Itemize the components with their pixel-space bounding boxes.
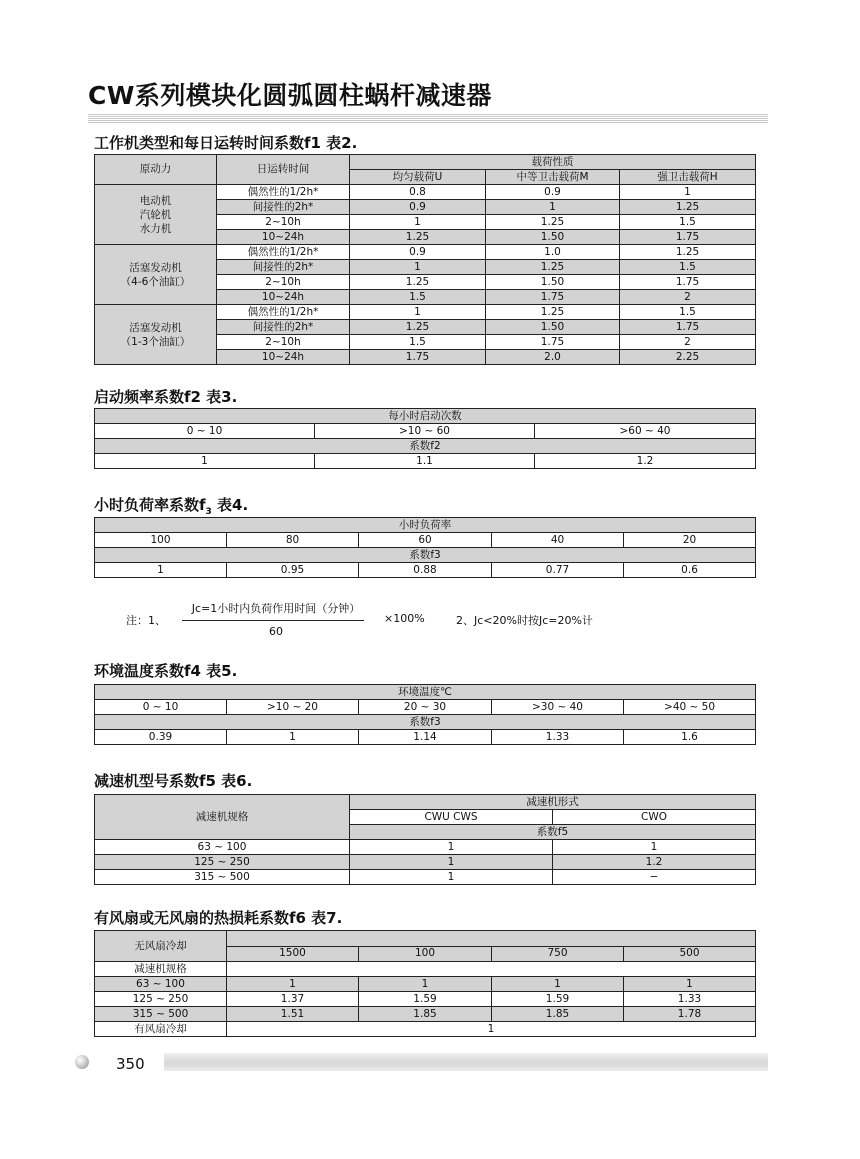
group-label-piston-4-6: 活塞发动机 （4-6个油缸） xyxy=(95,245,217,305)
header-speed-group xyxy=(227,931,756,947)
table-cell: 1.33 xyxy=(492,730,624,745)
header-reducer-spec: 减速机规格 xyxy=(95,795,350,840)
table-cell: 偶然性的1/2h* xyxy=(217,245,350,260)
table-cell: 1.59 xyxy=(492,992,624,1007)
row-label-fan-cooling: 有风扇冷却 xyxy=(95,1022,227,1037)
table-cell: 1.25 xyxy=(486,215,620,230)
table-cell: 1.50 xyxy=(486,320,620,335)
table-cell: 2~10h xyxy=(217,215,350,230)
header-coefficient-f2: 系数f2 xyxy=(95,439,756,454)
header-daily-hours: 日运转时间 xyxy=(217,155,350,185)
table-cell: >10 ~ 20 xyxy=(227,700,359,715)
header-speed-col: 100 xyxy=(359,946,492,962)
table-cell: 1 xyxy=(553,840,756,855)
table-cell: 60 xyxy=(359,533,492,548)
table-cell: 1 xyxy=(227,730,359,745)
load-rate-note xyxy=(126,600,686,640)
table-cell: 1.75 xyxy=(486,335,620,350)
table-cell: 1.37 xyxy=(227,992,359,1007)
table-cell: 0.9 xyxy=(350,200,486,215)
table-cell: 2 xyxy=(620,290,756,305)
table-cell: 63 ~ 100 xyxy=(95,840,350,855)
table-cell: 1.2 xyxy=(535,454,756,469)
table-cell: 1.75 xyxy=(620,230,756,245)
table-cell: 偶然性的1/2h* xyxy=(217,185,350,200)
header-uniform-load: 均匀载荷U xyxy=(350,170,486,185)
table-cell: >60 ~ 40 xyxy=(535,424,756,439)
table-cell: 40 xyxy=(492,533,624,548)
table-cell: 0 ~ 10 xyxy=(95,700,227,715)
table-cell: 1.25 xyxy=(350,230,486,245)
table-cell: 0.77 xyxy=(492,563,624,578)
table-cell: 1.5 xyxy=(620,305,756,320)
table-cell: 1 xyxy=(227,977,359,992)
note-formula-numerator: Jc=1小时内负荷作用时间（分钟） xyxy=(191,602,361,615)
table7-fan-heat-loss-factor xyxy=(94,930,756,1037)
table-cell: 1 xyxy=(95,454,315,469)
table-cell: 1.59 xyxy=(359,992,492,1007)
table-cell: 10~24h xyxy=(217,290,350,305)
header-coefficient: 系数f3 xyxy=(95,715,756,730)
table2-caption: 工作机类型和每日运转时间系数f1 表2. xyxy=(94,134,358,152)
header-load-type: 载荷性质 xyxy=(350,155,756,170)
table-cell: 1.14 xyxy=(359,730,492,745)
table-cell: 1 xyxy=(350,215,486,230)
header-hourly-load-rate: 小时负荷率 xyxy=(95,518,756,533)
table-cell: >40 ~ 50 xyxy=(624,700,756,715)
table-cell: 1.25 xyxy=(486,305,620,320)
table-cell: >10 ~ 60 xyxy=(315,424,535,439)
table-cell: 1.25 xyxy=(350,275,486,290)
table-cell: 1.5 xyxy=(620,260,756,275)
header-power-source: 原动力 xyxy=(95,155,217,185)
table-cell: 1.75 xyxy=(486,290,620,305)
table-cell: 20 xyxy=(624,533,756,548)
table-cell: 2.25 xyxy=(620,350,756,365)
table-cell: 125 ~ 250 xyxy=(95,855,350,870)
table-cell: 10~24h xyxy=(217,230,350,245)
table-cell-empty xyxy=(227,962,756,977)
table-cell: 1 xyxy=(350,840,553,855)
table-cell: 0.9 xyxy=(350,245,486,260)
table-cell: 2 xyxy=(620,335,756,350)
table-cell: 1 xyxy=(486,200,620,215)
table-cell: 10~24h xyxy=(217,350,350,365)
header-coefficient-f3: 系数f3 xyxy=(95,548,756,563)
table3-caption: 启动频率系数f2 表3. xyxy=(94,388,238,406)
table-cell: 0.39 xyxy=(95,730,227,745)
page-number: 350 xyxy=(116,1055,145,1073)
table-cell: 1 xyxy=(624,977,756,992)
table-cell: 1.5 xyxy=(620,215,756,230)
header-coefficient-f5: 系数f5 xyxy=(350,825,756,840)
header-speed-col: 500 xyxy=(624,946,756,962)
table-cell: 1.25 xyxy=(620,245,756,260)
table7-caption: 有风扇或无风扇的热损耗系数f6 表7. xyxy=(94,909,343,927)
note-formula-denominator: 60 xyxy=(269,625,283,638)
title-rule xyxy=(88,114,768,124)
table-cell: 间接性的2h* xyxy=(217,200,350,215)
table3-start-frequency-factor xyxy=(94,408,756,469)
table-cell: 0.6 xyxy=(624,563,756,578)
table-cell: 1.75 xyxy=(620,320,756,335)
header-medium-shock-load: 中等卫击载荷M xyxy=(486,170,620,185)
table-cell: 1.51 xyxy=(227,1007,359,1022)
table-cell: 1.50 xyxy=(486,230,620,245)
header-starts-per-hour: 每小时启动次数 xyxy=(95,409,756,424)
table-cell: 1.5 xyxy=(350,335,486,350)
table-cell: 1 xyxy=(227,1022,756,1037)
header-heavy-shock-load: 强卫击载荷H xyxy=(620,170,756,185)
table-cell: 1 xyxy=(620,185,756,200)
table-cell: 1.75 xyxy=(620,275,756,290)
table-cell: 1 xyxy=(350,305,486,320)
table-cell: 63 ~ 100 xyxy=(95,977,227,992)
header-speed-col: 1500 xyxy=(227,946,359,962)
table-cell: 0.9 xyxy=(486,185,620,200)
table-cell: 2~10h xyxy=(217,335,350,350)
table-cell: 1 xyxy=(350,870,553,885)
fraction-line xyxy=(182,620,364,621)
table4-caption: 小时负荷率系数$f_3$ 表4. xyxy=(94,496,249,517)
header-cwo: CWO xyxy=(553,810,756,825)
note-second-item: 2、Jc<20%时按Jc=20%计 xyxy=(456,614,593,627)
table-cell: 0 ~ 10 xyxy=(95,424,315,439)
header-cwu-cws: CWU CWS xyxy=(350,810,553,825)
table-cell: 1.50 xyxy=(486,275,620,290)
table-cell: 125 ~ 250 xyxy=(95,992,227,1007)
table-cell: 1 xyxy=(359,977,492,992)
table2-work-machine-factor xyxy=(94,154,756,365)
table-cell: 1.75 xyxy=(350,350,486,365)
note-formula-multiplier: ×100% xyxy=(384,612,425,625)
table-cell: 2~10h xyxy=(217,275,350,290)
table-cell: 1.85 xyxy=(359,1007,492,1022)
table-cell: 1.25 xyxy=(620,200,756,215)
table-cell: 1.1 xyxy=(315,454,535,469)
table-cell: 1.33 xyxy=(624,992,756,1007)
table-cell: 0.88 xyxy=(359,563,492,578)
page-title: CW系列模块化圆弧圆柱蜗杆减速器 xyxy=(88,81,492,110)
table-cell: 1.25 xyxy=(350,320,486,335)
table-cell: 间接性的2h* xyxy=(217,260,350,275)
table-cell: 1.2 xyxy=(553,855,756,870)
table-cell: 315 ~ 500 xyxy=(95,870,350,885)
table-cell: 1 xyxy=(95,563,227,578)
table-cell: 1.6 xyxy=(624,730,756,745)
table6-reducer-model-factor xyxy=(94,794,756,885)
table5-ambient-temperature-factor xyxy=(94,684,756,745)
table5-caption: 环境温度系数f4 表5. xyxy=(94,662,238,680)
group-label-piston-1-3: 活塞发动机 （1-3个油缸） xyxy=(95,305,217,365)
table-cell: − xyxy=(553,870,756,885)
table-cell: 间接性的2h* xyxy=(217,320,350,335)
group-label-electric: 电动机 汽轮机 水力机 xyxy=(95,185,217,245)
table-cell: 0.8 xyxy=(350,185,486,200)
note-prefix: 注：1、 xyxy=(126,614,166,627)
table-cell: 0.95 xyxy=(227,563,359,578)
header-no-fan-cooling: 无风扇冷却 xyxy=(95,931,227,962)
table6-caption: 减速机型号系数f5 表6. xyxy=(94,772,253,790)
table-cell: 1.25 xyxy=(486,260,620,275)
footer-ball-icon xyxy=(75,1055,89,1069)
footer-bar xyxy=(164,1053,768,1071)
table-cell: 1.85 xyxy=(492,1007,624,1022)
table-cell: 1.78 xyxy=(624,1007,756,1022)
table-cell: 1 xyxy=(492,977,624,992)
table-cell: >30 ~ 40 xyxy=(492,700,624,715)
table-cell: 2.0 xyxy=(486,350,620,365)
table-cell: 1 xyxy=(350,260,486,275)
header-speed-col: 750 xyxy=(492,946,624,962)
header-ambient-temperature: 环境温度℃ xyxy=(95,685,756,700)
table-cell: 100 xyxy=(95,533,227,548)
table-cell: 1 xyxy=(350,855,553,870)
header-reducer-spec: 减速机规格 xyxy=(95,962,227,977)
table-cell: 80 xyxy=(227,533,359,548)
table-cell: 1.5 xyxy=(350,290,486,305)
table-cell: 315 ~ 500 xyxy=(95,1007,227,1022)
table4-hourly-load-factor xyxy=(94,517,756,578)
table-cell: 1.0 xyxy=(486,245,620,260)
table-cell: 偶然性的1/2h* xyxy=(217,305,350,320)
table-cell: 20 ~ 30 xyxy=(359,700,492,715)
header-reducer-form: 减速机形式 xyxy=(350,795,756,810)
